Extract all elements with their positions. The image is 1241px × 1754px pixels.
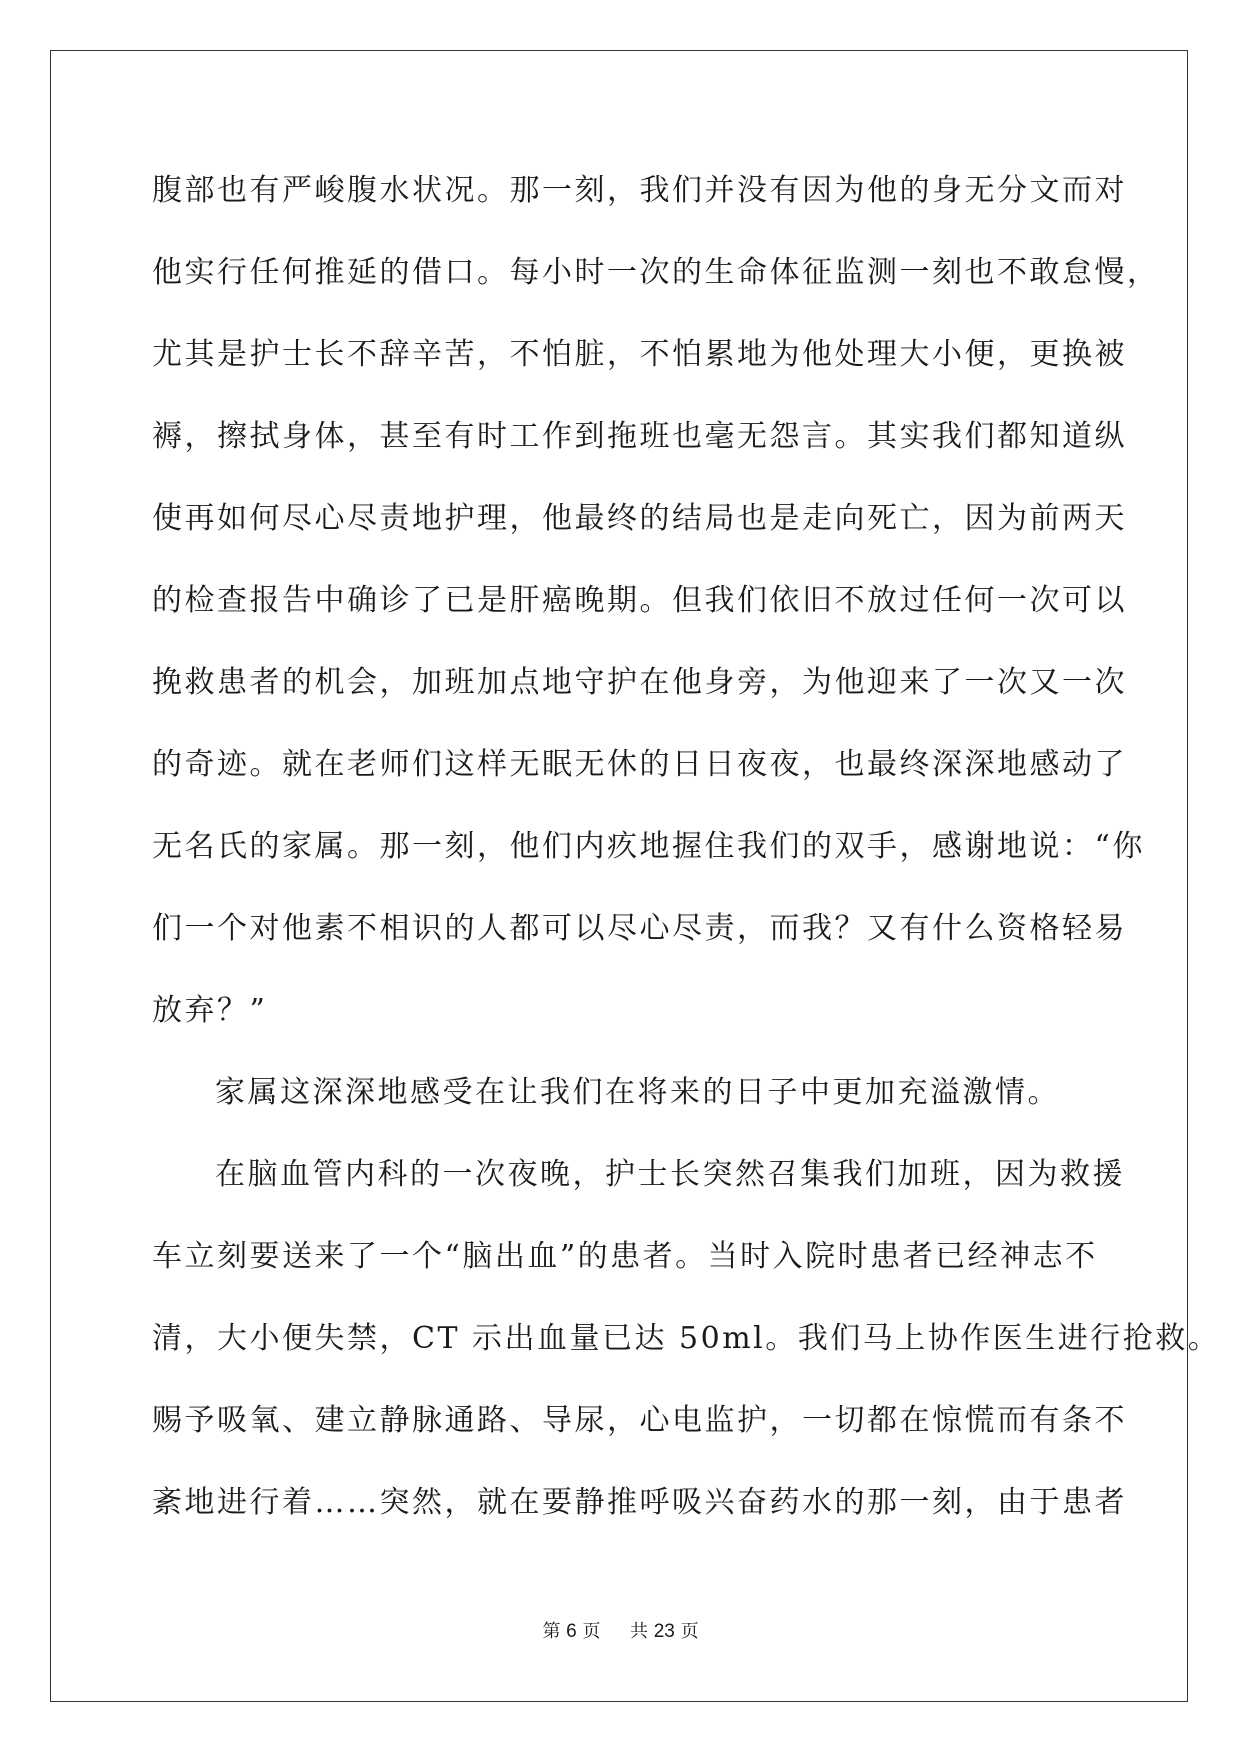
text-line: 赐予吸氧、建立静脉通路、导尿，心电监护，一切都在惊慌而有条不 xyxy=(152,1403,1127,1438)
text-line: 挽救患者的机会，加班加点地守护在他身旁，为他迎来了一次又一次 xyxy=(152,665,1127,700)
text-line: 尤其是护士长不辞辛苦，不怕脏，不怕累地为他处理大小便，更换被 xyxy=(152,337,1127,372)
text-line: 车立刻要送来了一个“脑出血”的患者。当时入院时患者已经神志不 xyxy=(152,1239,1098,1274)
text-line: 紊地进行着……突然，就在要静推呼吸兴奋药水的那一刻，由于患者 xyxy=(152,1485,1127,1520)
page-footer xyxy=(0,1620,1241,1644)
text-line: 的奇迹。就在老师们这样无眠无休的日日夜夜，也最终深深地感动了 xyxy=(152,747,1127,782)
text-line: 无名氏的家属。那一刻，他们内疚地握住我们的双手，感谢地说：“你 xyxy=(152,829,1145,864)
text-line: 的检查报告中确诊了已是肝癌晚期。但我们依旧不放过任何一次可以 xyxy=(152,583,1127,618)
document-body xyxy=(152,163,1221,1557)
text-line: 腹部也有严峻腹水状况。那一刻，我们并没有因为他的身无分文而对 xyxy=(152,173,1127,208)
footer-page-number: 6 xyxy=(566,1621,577,1642)
footer-total-suffix: 页 xyxy=(680,1621,699,1642)
footer-total-prefix: 共 xyxy=(629,1621,648,1642)
footer-total-pages: 23 xyxy=(653,1621,675,1642)
paragraph-first-line: 家属这深深地感受在让我们在将来的日子中更加充溢激情。 xyxy=(215,1075,1060,1110)
text-line: 们一个对他素不相识的人都可以尽心尽责，而我？又有什么资格轻易 xyxy=(152,911,1127,946)
footer-page-prefix: 第 xyxy=(542,1621,561,1642)
text-line: 放弃？” xyxy=(152,993,268,1028)
paragraph-first-line: 在脑血管内科的一次夜晚，护士长突然召集我们加班，因为救援 xyxy=(215,1157,1125,1192)
text-line: 褥，擦拭身体，甚至有时工作到拖班也毫无怨言。其实我们都知道纵 xyxy=(152,419,1127,454)
text-line: 他实行任何推延的借口。每小时一次的生命体征监测一刻也不敢怠慢， xyxy=(152,255,1160,290)
text-line: 清，大小便失禁，CT 示出血量已达 50ml。我们马上协作医生进行抢救。 xyxy=(152,1321,1221,1356)
footer-page-suffix: 页 xyxy=(582,1621,601,1642)
text-line: 使再如何尽心尽责地护理，他最终的结局也是走向死亡，因为前两天 xyxy=(152,501,1127,536)
